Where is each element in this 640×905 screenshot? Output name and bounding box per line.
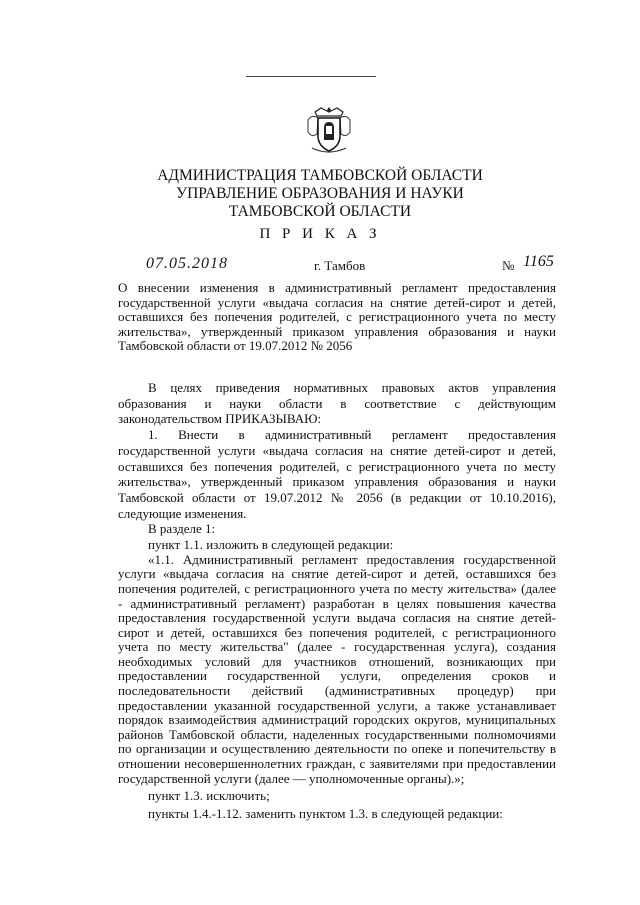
points-replacement: пункты 1.4.-1.12. заменить пунктом 1.3. в следующей редакции: [148,805,503,821]
document-number-label: № [502,258,515,273]
document-type-title: П Р И К А З [259,226,381,242]
point-1-1-intro: пункт 1.1. изложить в следующей редакции: [148,537,394,553]
quoted-amendment-text: «1.1. Административный регламент предоставления государственной услуги «выдача согласия на снятие детей-сирот и детей, оставшихся без попечения родителей, с регистрационного учета по месту жительства» (далее - административный регламент) разработан в целях повышения качества предоставления государственной услуги выдача согласия на снятие детей-сирот и детей, оставшихся без попечения родителей, с регистрационного учета по месту жительства" (далее - государственная услуга), создания необходимых условий для участников отношений, возникающих при предоставлении государственной услуги, определения сроков и последовательности действий (административных процедур) при предоставлении указанной государственной услуги, а также устанавливает порядок взаимодействия администраций городских округов, муниципальных районов Тамбовской области, наделенных государственными полномочиями по организации и осуществлению деятельности по опеке и попечительству в отношении несовершеннолетних граждан, с заявителями при предоставлении государственной услуги (далее — уполномоченные органы).»; [118,551,556,786]
preamble-paragraph: В целях приведения нормативных правовых актов управления образования и науки области в соответствие с действующим законодательством ПРИКАЗЫВАЮ: [118,380,556,427]
document-body [118,380,556,822]
org-name-line2: УПРАВЛЕНИЕ ОБРАЗОВАНИЯ И НАУКИ [176,185,464,202]
header-rule [246,76,376,77]
document-number: 1165 [523,253,554,270]
org-name-line1: АДМИНИСТРАЦИЯ ТАМБОВСКОЙ ОБЛАСТИ [157,167,483,184]
document-date: 07.05.2018 [146,255,228,272]
document-city: г. Тамбов [314,258,366,273]
section-heading: В разделе 1: [148,521,216,537]
org-name-line3: ТАМБОВСКОЙ ОБЛАСТИ [228,203,412,220]
item-1-paragraph: 1. Внести в административный регламент предоставления государственной услуги «выдача согласия на снятие детей-сирот и детей, оставшихся без попечения родителей, с регистрационного учета по месту жительства», утвержденный приказом управления образования и науки Тамбовской области от 19.07.2012 № 2056 (в редакции от 10.10.2016), следующие изменения. [118,427,556,521]
point-1-3-exclusion: пункт 1.3. исключить; [148,788,270,804]
document-subject: О внесении изменения в административный регламент предоставления государственной услуги «выдача согласия на снятие детей-сирот и детей, оставшихся без попечения родителей, с регистрационного учета по месту жительства», утвержденный приказом управления образования и науки Тамбовской области от 19.07.2012 № 2056 [118,280,556,353]
coat-of-arms-emblem [306,104,352,156]
